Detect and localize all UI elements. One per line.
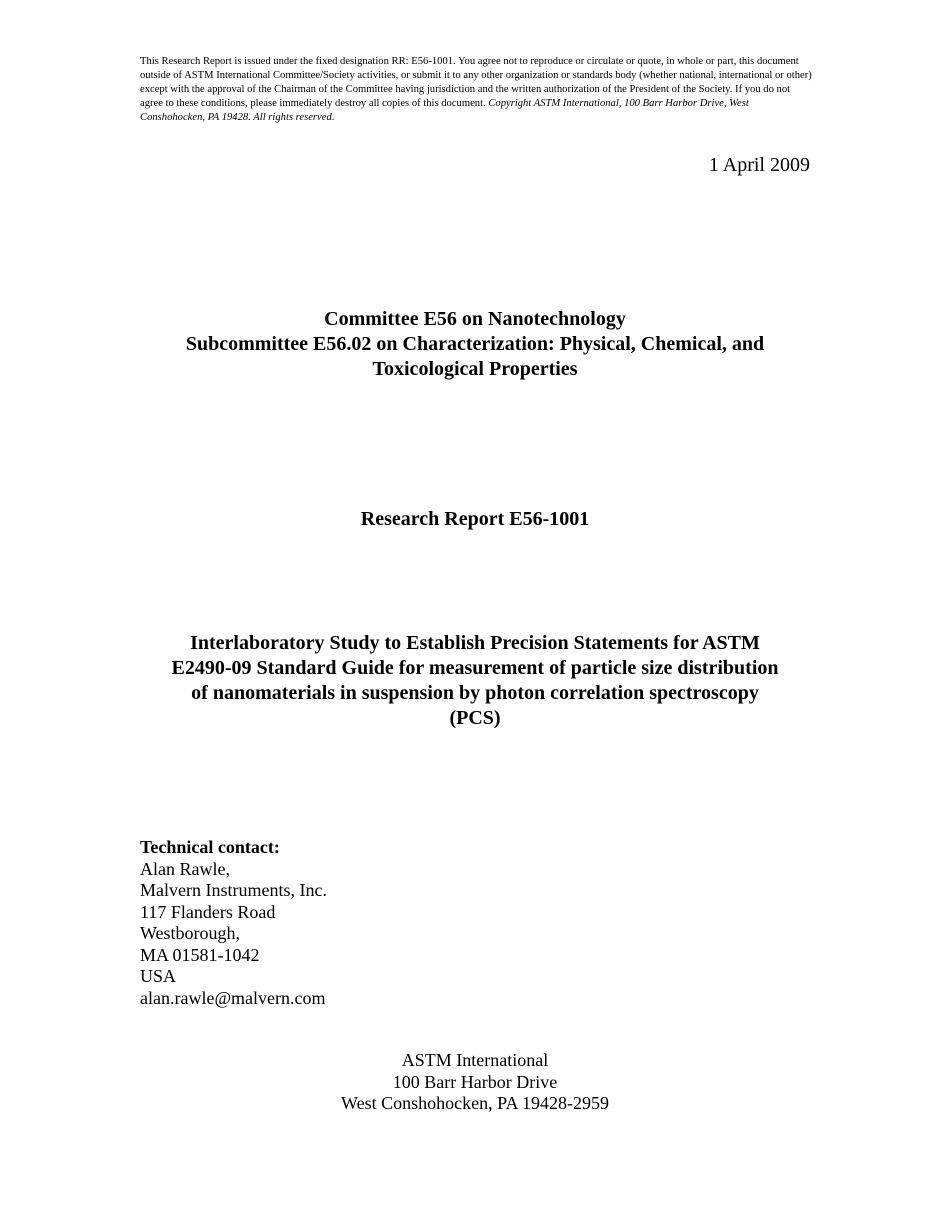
report-number-text: Research Report E56-1001 — [360, 508, 590, 530]
contact-city: Westborough, — [140, 923, 241, 943]
committee-line-1: Committee E56 on Nanotechnology — [324, 308, 626, 330]
contact-email[interactable]: alan.rawle@malvern.com — [140, 987, 326, 1008]
publisher-address — [200, 1050, 750, 1115]
contact-country: USA — [140, 966, 177, 986]
copyright-notice — [140, 55, 812, 125]
contact-state-zip: MA 01581-1042 — [140, 944, 260, 965]
report-title — [130, 631, 820, 731]
contact-street: 117 Flanders Road — [140, 901, 276, 922]
publisher-city: West Conshohocken, PA 19428-2959 — [341, 1093, 609, 1113]
title-line-1: Interlaboratory Study to Establish Precision Statements for ASTM — [190, 632, 760, 654]
title-line-3: of nanomaterials in suspension by photon correlation spectroscopy — [191, 682, 759, 704]
contact-label: Technical contact: — [140, 837, 280, 857]
contact-name: Alan Rawle, — [140, 858, 230, 879]
title-line-4: (PCS) — [449, 707, 501, 729]
title-line-2: E2490-09 Standard Guide for measurement of particle size distribution — [171, 657, 779, 679]
committee-heading — [130, 307, 820, 382]
notice-end: . — [331, 112, 335, 123]
committee-line-3: Toxicological Properties — [372, 358, 578, 380]
contact-company: Malvern Instruments, Inc. — [140, 880, 327, 900]
notice-text: This Research Report is issued under the fixed designation RR: E56-1001. You agree not to reproduce or circulate or quote, in whole or part, this document outside of ASTM International Committee/Society activities, or submit it to any other organization or standards body (whether national, international or other) except with the approval of the Chairman of the Committee having jurisdiction and the written authorization of the President of the Society. If you do not agree to these conditions, please immediately destroy all copies of this document. — [140, 56, 812, 109]
notice-copyright: Copyright ASTM International, 100 Barr Harbor Drive, West Conshohocken, PA 19428. All rights reserved — [140, 98, 749, 123]
technical-contact — [140, 837, 327, 1009]
publisher-name: ASTM International — [401, 1050, 549, 1070]
report-number — [130, 507, 820, 532]
committee-line-2: Subcommittee E56.02 on Characterization: Physical, Chemical, and — [185, 333, 765, 355]
publisher-street: 100 Barr Harbor Drive — [392, 1071, 558, 1092]
report-date: 1 April 2009 — [708, 154, 810, 176]
